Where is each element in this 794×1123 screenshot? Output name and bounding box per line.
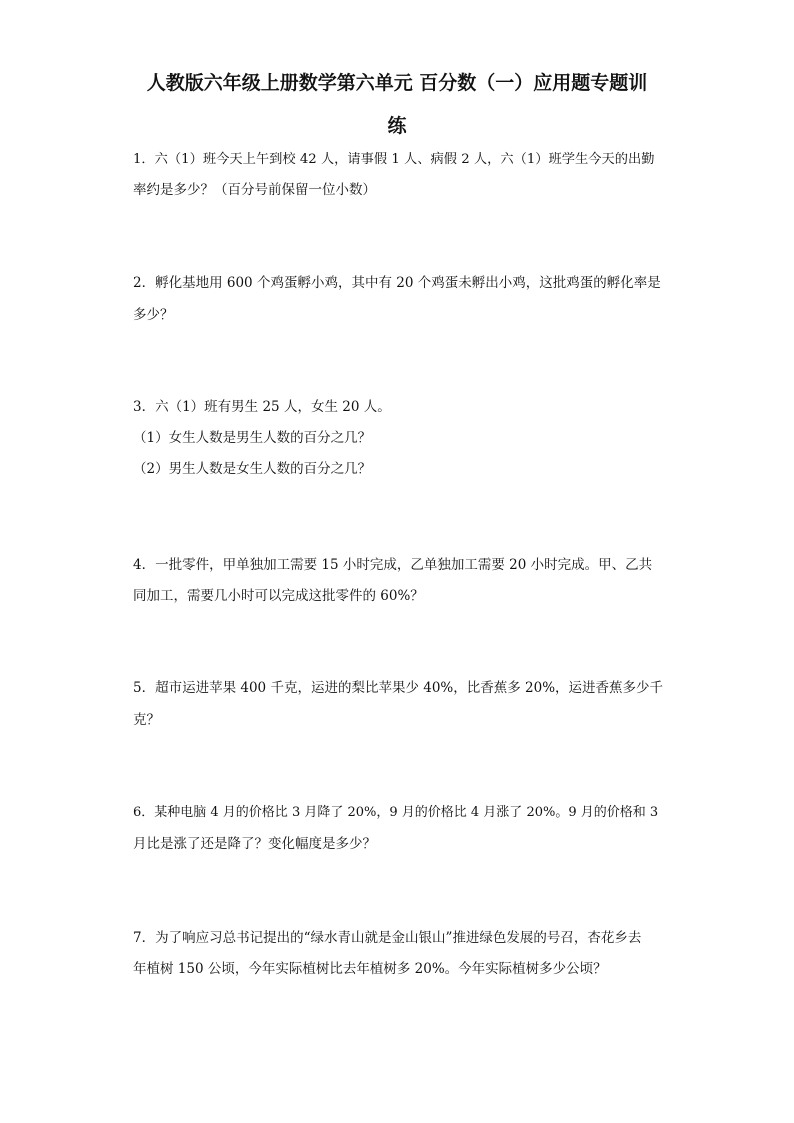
question-2-line-2: 多少？ (133, 307, 174, 323)
question-4-line-1: 4．一批零件，甲单独加工需要 15 小时完成，乙单独加工需要 20 小时完成。甲、乙共 (133, 557, 653, 573)
question-1-line-1: 1．六（1）班今天上午到校 42 人，请事假 1 人、病假 2 人，六（1）班学生今天的出勤 (133, 152, 655, 167)
question-6-line-2: 月比是涨了还是降了？变化幅度是多少？ (133, 836, 376, 852)
question-5-line-2: 克？ (133, 712, 160, 728)
question-2-line-1: 2．孵化基地用 600 个鸡蛋孵小鸡，其中有 20 个鸡蛋未孵出小鸡，这批鸡蛋的孵化率是 (133, 275, 661, 291)
question-5-line-1: 5．超市运进苹果 400 千克，运进的梨比苹果少 40%，比香蕉多 20%，运进香蕉多少千 (133, 680, 664, 696)
question-7-line-2: 年植树 150 公顷，今年实际植树比去年植树多 20%。今年实际植树多少公顷？ (133, 961, 607, 977)
document-title-line-1: 人教版六年级上册数学第六单元 百分数（一）应用题专题训 (146, 72, 648, 94)
question-6-line-1: 6．某种电脑 4 月的价格比 3 月降了 20%，9 月的价格比 4 月涨了 20%。9 月的价格和 3 (133, 805, 659, 820)
question-3-sub-1: （1）女生人数是男生人数的百分之几？ (133, 430, 372, 446)
question-3-line-1: 3．六（1）班有男生 25 人，女生 20 人。 (133, 399, 391, 415)
question-4-line-2: 同加工，需要几小时可以完成这批零件的 60%？ (133, 588, 424, 604)
question-1-line-2: 率约是多少？（百分号前保留一位小数） (133, 182, 376, 198)
question-3-sub-2: （2）男生人数是女生人数的百分之几？ (133, 461, 372, 477)
question-7-line-1: 7．为了响应习总书记提出的“绿水青山就是金山银山”推进绿色发展的号召，杏花乡去 (133, 930, 642, 946)
document-title-line-2: 练 (387, 115, 407, 137)
